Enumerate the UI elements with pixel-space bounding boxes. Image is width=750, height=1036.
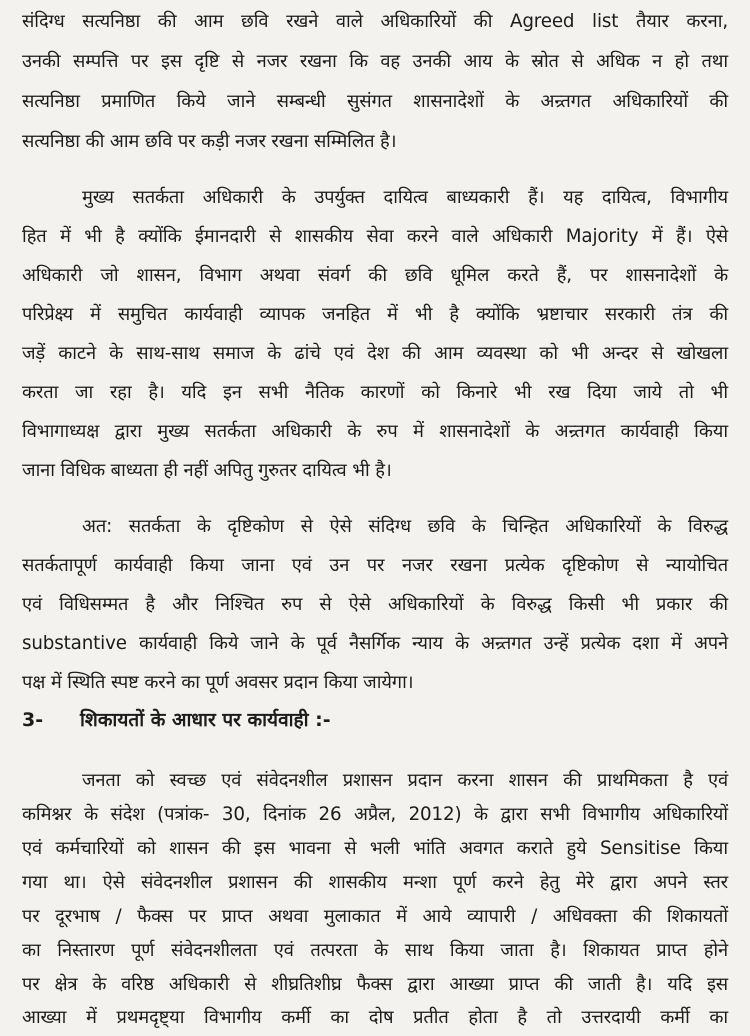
para1-line-3: सत्यनिष्ठा प्रमाणित किये जाने सम्बन्धी सुसंगत शासनादेशों के अन्र्तगत अधिकारियों की [22,91,728,112]
section-number: 3- [22,709,44,731]
para1-line-1: संदिग्ध सत्यनिष्ठा की आम छवि रखने वाले अधिकारियों की Agreed list तैयार करना, [22,11,728,32]
para4-line-3: एवं कर्मचारियों को शासन की इस भावना से भली भांति अवगत कराते हुये Sensitise किया [22,838,728,859]
para4-line-2: कमिश्नर के संदेश (पत्रांक- 30, दिनांक 26 अप्रैल, 2012) के द्वारा सभी विभागीय अधिकारियों [22,804,728,825]
para2-line-1: मुख्य सतर्कता अधिकारी के उपर्युक्त दायित्व बाध्यकारी हैं। यह दायित्व, विभागीय [82,187,728,208]
para2-line-7: विभागाध्यक्ष द्वारा मुख्य सतर्कता अधिकारी के रुप में शासनादेशों के अन्र्तगत कार्यवाही किया [22,421,728,442]
para4-line-6: का निस्तारण पूर्ण संवेदनशीलता एवं तत्परता के साथ किया जाता है। शिकायत प्राप्त होने [22,940,728,961]
para2-line-3: अधिकारी जो शासन, विभाग अथवा संवर्ग की छवि धूमिल करते हैं, पर शासनादेशों के [22,265,728,286]
section-title: शिकायतों के आधार पर कार्यवाही :- [80,709,331,731]
para2-line-4: परिप्रेक्ष्य में समुचित कार्यवाही व्यापक जनहित में भी है क्योंकि भ्रष्टाचार सरकारी तंत्र की [22,304,728,325]
para4-line-7: पर क्षेत्र के वरिष्ठ अधिकारी से शीघ्रतिशीघ्र फैक्स द्वारा आख्या प्राप्त की जाती है। यदि इस [22,974,728,995]
para1-line-4: सत्यनिष्ठा की आम छवि पर कड़ी नजर रखना सम्मिलित है। [22,131,397,152]
para2-line-8: जाना विधिक बाध्यता ही नहीं अपितु गुरुतर दायित्व भी है। [22,460,392,481]
para3-line-2: सतर्कतापूर्ण कार्यवाही किया जाना एवं उन पर नजर रखना प्रत्येक दृष्टिकोण से न्यायोचित [22,555,728,576]
para2-line-6: करता जा रहा है। यदि इन सभी नैतिक कारणों को किनारे भी रख दिया जाये तो भी [22,382,728,403]
para1-line-2: उनकी सम्पत्ति पर इस दृष्टि से नजर रखना कि वह उनकी आय के स्रोत से अधिक न हो तथा [22,51,728,72]
para3-line-1: अत: सतर्कता के दृष्टिकोण से ऐसे संदिग्ध छवि के चिन्हित अधिकारियों के विरुद्ध [82,516,728,537]
para3-line-3: एवं विधिसम्मत है और निश्चित रुप से ऐसे अधिकारियों के विरुद्ध किसी भी प्रकार की [22,594,728,615]
para4-line-4: गया था। ऐसे संवेदनशील प्रशासन की शासकीय मन्शा पूर्ण करने हेतु मेरे द्वारा अपने स्तर [22,872,728,893]
para4-line-8: आख्या में प्रथमदृष्ट्या विभागीय कर्मी का दोष प्रतीत होता है तो उत्तरदायी कर्मी का [22,1007,728,1028]
para4-line-5: पर दूरभाष / फैक्स पर प्राप्त अथवा मुलाकात में आये व्यापारी / अधिवक्ता की शिकायतों [22,906,728,927]
para3-line-4: substantive कार्यवाही किये जाने के पूर्व नैसर्गिक न्याय के अन्र्तगत उन्हें प्रत्येक दशा में अपने [22,633,728,654]
para2-line-2: हित में भी है क्योंकि ईमानदारी से शासकीय सेवा करने वाले अधिकारी Majority में हैं। ऐसे [22,226,728,247]
para2-line-5: जड़ें काटने के साथ-साथ समाज के ढांचे एवं देश की आम व्यवस्था को भी अन्दर से खोखला [22,343,728,364]
para3-line-5: पक्ष में स्थिति स्पष्ट करने का पूर्ण अवसर प्रदान किया जायेगा। [22,672,414,693]
para4-line-1: जनता को स्वच्छ एवं संवेदनशील प्रशासन प्रदान करना शासन की प्राथमिकता है एवं [82,770,728,791]
